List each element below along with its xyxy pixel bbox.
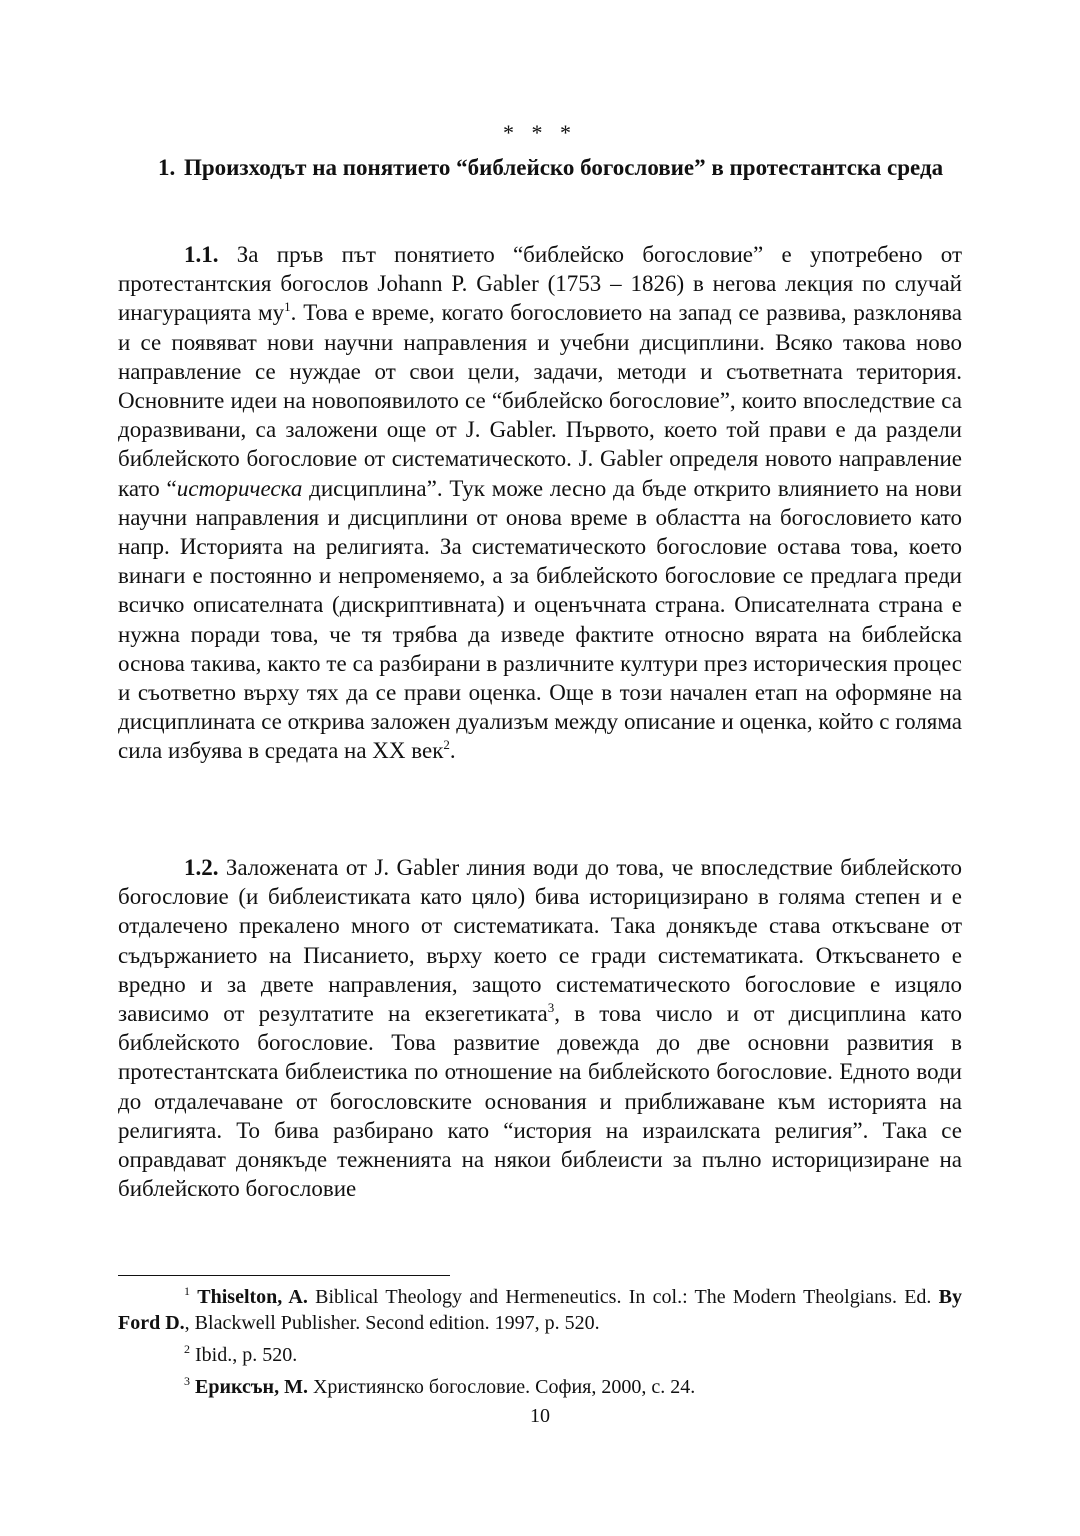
- footnote-text: Християнско богословие. София, 2000, с. 24.: [307, 1376, 696, 1398]
- footnote-author: Ериксън, М.: [195, 1376, 308, 1398]
- section-heading-text: Произходът на понятието “библейско богословие” в протестантска среда: [184, 155, 944, 180]
- footnote-text: , Blackwell Publisher. Second edition. 1997, p. 520.: [184, 1312, 600, 1334]
- paragraph-text: , в това число и от дисциплина като библейското богословие. Това развитие довежда до две основни развития в протестантската библеистика по отношение на библейското богословие. Едното води до отдалечаване от богословските основания и приближаване към историята на религията. То бива разбирано като “история на израилската религия”. Така се оправдават донякъде тежненията на някои библеисти за пълно историцизиране на библейското богословие: [118, 1001, 962, 1202]
- paragraph-emphasis: историческа: [176, 475, 303, 501]
- footnote-text: Ibid., p. 520.: [190, 1344, 298, 1366]
- paragraph-text: .: [449, 738, 456, 764]
- footnote-text: Biblical Theology and Hermeneutics. In col.: The Modern Theolgians. Ed.: [307, 1286, 939, 1308]
- page-number: 10: [530, 1405, 550, 1427]
- paragraph-number: 1.1.: [184, 242, 219, 267]
- footnote-marker: 3: [184, 1374, 190, 1388]
- paragraph-1-2: [118, 853, 962, 1203]
- footnote-reference[interactable]: 1: [284, 299, 291, 315]
- paragraph-text: дисциплина”. Тук може лесно да бъде открито влиянието на нови научни направления и дисциплини от онова време в областта на богословието като напр. Историята на религията. За систематическото богословие остава това, което винаги е постоянно и непроменяемо, а за библейското богословие се предлага преди всичко описателната (дискриптивната) и оценъчната страна. Описателната страна е нужна поради това, че тя трябва да изведе фактите относно вярата на библейска основа такива, както те са разбирани в различните култури през историческия процес и съответно върху тях да се прави оценка. Още в този начален етап на оформяне на дисциплината се открива заложен дуализъм между описание и оценка, който с голяма сила избуява в средата на XX век: [118, 475, 962, 764]
- footnote-reference[interactable]: 2: [443, 737, 450, 753]
- paragraph-1-1: [118, 240, 962, 766]
- paragraph-text: За пръв път понятието “библейско богословие” е употребено от протестантския богослов Johann P. Gabler (1753 – 1826) в негова лекция по случай инагурацията му: [118, 242, 962, 326]
- document-page: [118, 0, 962, 1536]
- footnote-2: [118, 1342, 962, 1368]
- footnote-divider: [118, 1275, 450, 1276]
- section-heading: [158, 152, 988, 184]
- footnote-reference[interactable]: 3: [547, 1000, 555, 1016]
- paragraph-number: 1.2.: [184, 855, 219, 880]
- footnote-3: [118, 1374, 962, 1400]
- footnote-marker: 2: [184, 1342, 190, 1356]
- paragraph-text: Заложената от J. Gabler линия води до това, че впоследствие библейското богословие (и библеистиката като цяло) бива историцизирано в голяма степен и е отдалечено прекалено много от систематиката. Така донякъде става откъсване от съдържанието на Писанието, върху което се гради систематиката. Откъсването е вредно и за двете направления, защото систематическото богословие е изцяло зависимо от резултатите на екзегетиката: [118, 855, 962, 1027]
- section-separator: * * *: [503, 120, 577, 145]
- footnote-editor: By Ford D.: [118, 1286, 963, 1334]
- footnote-1: [118, 1284, 962, 1336]
- section-heading-number: 1.: [158, 155, 176, 180]
- footnote-marker: 1: [184, 1284, 190, 1298]
- footnote-author: Thiselton, A.: [197, 1286, 308, 1308]
- paragraph-text: . Това е време, когато богословието на запад се развива, разклонява и се появяват нови научни направления и учебни дисциплини. Всяко такова ново направление се нуждае от свои цели, задачи, методи и съответната територия. Основните идеи на новопоявилото се “библейско богословие”, които впоследствие са доразвивани, са заложени още от J. Gabler. Първото, което той прави е да раздели библейското богословие от систематическото. J. Gabler определя новото направление като “: [118, 300, 963, 501]
- footnotes: [118, 1284, 962, 1406]
